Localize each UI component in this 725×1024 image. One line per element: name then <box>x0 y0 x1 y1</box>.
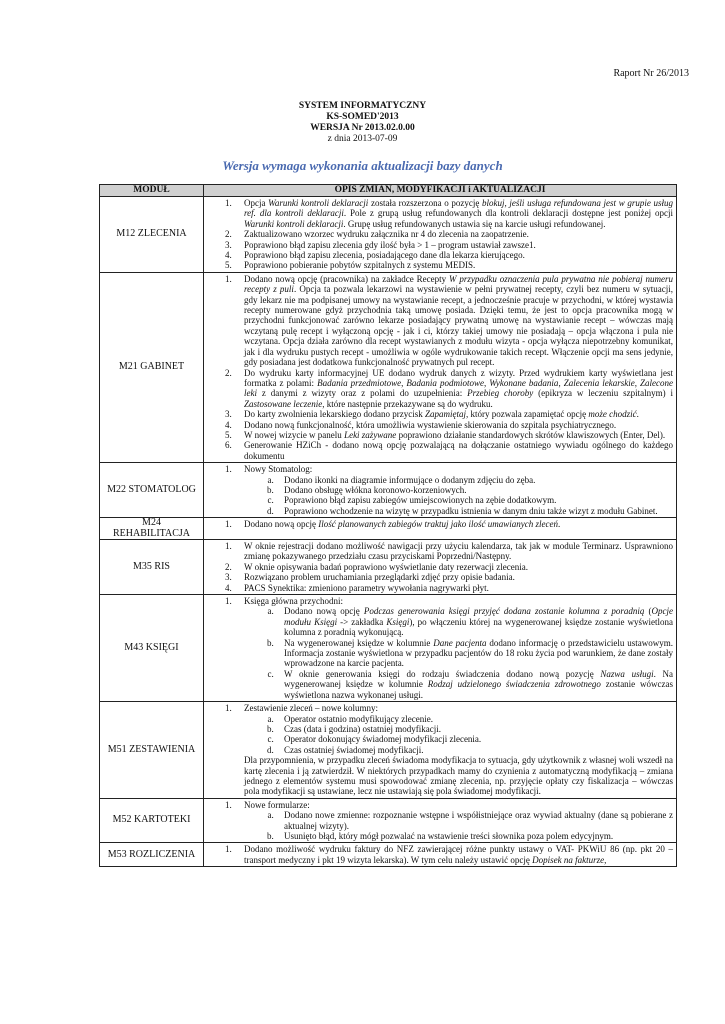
sub-change-item: b. Czas (data i godzina) ostatniej modyfikacji. <box>276 724 673 734</box>
change-item: 1. Opcja Warunki kontroli deklaracji została rozszerzona o pozycję blokuj, jeśli usługa refundowana jest w grupie usług ref. dla kontroli deklaracji. Pole z grupą usług refundowanych dla kontroli deklaracji dostępne jest poniżej opcji Warunki kontroli deklaracji. Grupę usług refundowanych ustawia się na karcie usługi refundowanej. <box>234 198 673 229</box>
change-item: 2. Zaktualizowano wzorzec wydruku załącznika nr 4 do zlecenia na zaopatrzenie. <box>234 229 673 239</box>
module-name: M43 KSIĘGI <box>100 595 204 702</box>
report-number: Raport Nr 26/2013 <box>613 68 689 79</box>
module-name: M53 ROZLICZENIA <box>100 843 204 867</box>
change-list <box>208 519 673 529</box>
change-item: 1. Dodano możliwość wydruku faktury do NFZ zawierającej różne punkty ustawy o VAT- PKWiU 86 (np. pkt 20 – transport medyczny i pkt 19 wizyta lekarska). W tym celu należy ustawić opcję Dopisek na fakturze, <box>234 844 673 865</box>
change-list <box>208 800 673 842</box>
change-description <box>204 463 677 518</box>
change-item: 4. Poprawiono błąd zapisu zlecenia, posiadającego dane dla lekarza kierującego. <box>234 250 673 260</box>
change-list <box>208 274 673 461</box>
sub-change-item: c. Operator dokonujący świadomej modyfikacji zlecenia. <box>276 734 673 744</box>
sub-change-list <box>244 606 673 700</box>
table-body <box>100 197 677 867</box>
sub-change-item: a. Operator ostatnio modyfikujący zlecenie. <box>276 714 673 724</box>
change-list <box>208 541 673 593</box>
sub-change-list <box>244 714 673 756</box>
column-header-changes: OPIS ZMIAN, MODYFIKACJI i AKTUALIZACJI <box>204 185 677 197</box>
sub-change-item: b. Usunięto błąd, który mógł pozwalać na wstawienie treści słownika poza polem edycyjnym. <box>276 831 673 841</box>
change-description <box>204 843 677 867</box>
header-product: KS-SOMED'2013 <box>326 112 399 122</box>
sub-change-item: b. Dodano obsługę włókna koronowo-korzeniowych. <box>276 485 673 495</box>
header-date: z dnia 2013-07-09 <box>327 134 398 144</box>
module-name: M35 RIS <box>100 540 204 595</box>
change-item: 3. Poprawiono błąd zapisu zlecenia gdy ilość była > 1 – program ustawiał zawsze1. <box>234 240 673 250</box>
change-item: 3. Do karty zwolnienia lekarskiego dodano przycisk Zapamiętaj, który pozwala zapamiętać opcję może chodzić. <box>234 409 673 419</box>
change-description <box>204 518 677 540</box>
change-description <box>204 197 677 273</box>
change-description <box>204 272 677 462</box>
change-note: Dla przypomnienia, w przypadku zleceń świadoma modyfikacja to sytuacja, gdy użytkownik z własnej woli wszedł na kartę zlecenia i ją zatwierdził. W niektórych przypadkach mamy do czynienia z automatyczną modyfikacją – zmiana jednego z elementów systemu musi spowodować zmianę zlecenia, np. przyjęcie opłaty czy fiskalizacja – wówczas pola modyfikacji są ustawiane, lecz nie ustawiają się pola świadomej modyfikacji. <box>244 755 673 797</box>
table-row <box>100 463 677 518</box>
table-header-row <box>100 185 677 197</box>
change-item: 2. W oknie opisywania badań poprawiono wyświetlanie daty rezerwacji zlecenia. <box>234 562 673 572</box>
change-item: 1. Dodano nową opcję (pracownika) na zakładce Recepty W przypadku oznaczenia pula prywatna nie pobieraj numeru recepty z puli. Opcja ta pozwala lekarzowi na wystawienie w pełni prywatnej recepty, czyli bez numeru w sytuacji, gdy lekarz nie ma podpisanej umowy na wystawianie recept, a jednocześnie pracuje w przychodni, w której wystawia recepty numerowane gdyż przychodnia taką umowę posiada. Dzięki temu, że jest to opcja pracownika mogą w przychodni funkcjonować zarówno lekarze posiadający prywatną umowę na wystawianie recept – wówczas mają wczytaną pulę recept i wyłączoną opcję - jak i ci, którzy takiej umowy nie posiadają – opcja włączona i pula nie wczytana. Opcja działa zarówno dla recept wystawianych z modułu wizyta - opcja wyłącza niepotrzebny komunikat, jak i dla wydruku pustych recept - umożliwia w ogóle wydrukowanie takich recept. Włączenie opcji ma sens jedynie, gdy posiadana jest dodatkowa funkcjonalność prywatnych pul recept. <box>234 274 673 368</box>
changes-table <box>99 184 677 867</box>
change-intro: Zestawienie zleceń – nowe kolumny: <box>244 703 378 714</box>
change-description <box>204 595 677 702</box>
sub-change-item: c. W oknie generowania księgi do rodzaju świadczenia dodano nową pozycję Nazwa usługi. Na wygenerowanej księdze w kolumnie Rodzaj udzielonego świadczenia zdrowotnego zostanie wówczas wyświetlona nazwa wykonanej usługi. <box>276 669 673 700</box>
change-list <box>208 844 673 865</box>
table-row <box>100 702 677 799</box>
update-notice: Wersja wymaga wykonania aktualizacji bazy danych <box>222 158 503 173</box>
table-row <box>100 540 677 595</box>
module-name: M22 STOMATOLOG <box>100 463 204 518</box>
column-header-module: MODUŁ <box>100 185 204 197</box>
change-description <box>204 702 677 799</box>
change-description <box>204 798 677 843</box>
change-item: 1. W oknie rejestracji dodano możliwość nawigacji przy użyciu kalendarza, tak jak w module Terminarz. Usprawniono zmianę pokazywanego przedziału czasu przyciskami Poprzedni/Następny. <box>234 541 673 562</box>
change-item <box>234 596 673 700</box>
sub-change-item: a. Dodano nową opcję Podczas generowania księgi przyjęć dodana zostanie kolumna z poradnią (Opcje modułu Księgi -> zakładka Księgi), po włączeniu której na wygenerowanej księdze zostanie wyświetlona kolumna z poradnią wykonującą. <box>276 606 673 637</box>
change-item: 3. Rozwiązano problem uruchamiania przeglądarki zdjęć przy opisie badania. <box>234 572 673 582</box>
sub-change-item: b. Na wygenerowanej księdze w kolumnie Dane pacjenta dodano informację o przedstawicielu ustawowym. Informacja zostanie wyświetlona w przypadku pacjentów do 18 roku życia pod warunkiem, że dane zostały wprowadzone na karcie pacjenta. <box>276 638 673 669</box>
module-name: M52 KARTOTEKI <box>100 798 204 843</box>
change-description <box>204 540 677 595</box>
sub-change-list <box>244 810 673 841</box>
module-name: M51 ZESTAWIENIA <box>100 702 204 799</box>
change-intro: Nowy Stomatolog: <box>244 464 313 475</box>
change-item: 5. W nowej wizycie w panelu Leki zażywane poprawiono działanie standardowych skrótów klawiszowych (Enter, Del). <box>234 430 673 440</box>
change-item: 6. Generowanie HZiCh - dodano nową opcję pozwalającą na dołączanie ostatniego wywiadu ogólnego do każdego dokumentu <box>234 440 673 461</box>
module-name: M24 REHABILITACJA <box>100 518 204 540</box>
sub-change-item: c. Poprawiono błąd zapisu zabiegów umiejscowionych na zębie dodatkowym. <box>276 495 673 505</box>
change-item <box>234 464 673 516</box>
header-version: WERSJA Nr 2013.02.0.00 <box>310 123 415 133</box>
module-name: M12 ZLECENIA <box>100 197 204 273</box>
change-intro: Księga główna przychodni: <box>244 596 343 607</box>
header-system: SYSTEM INFORMATYCZNY <box>298 101 427 111</box>
change-list <box>208 198 673 271</box>
table-row <box>100 197 677 273</box>
sub-change-item: a. Dodano nowe zmienne: rozpoznanie wstępne i współistniejące oraz wywiad aktualny (dane są pobierane z aktualnej wizyty). <box>276 810 673 831</box>
document-header <box>0 101 725 145</box>
sub-change-item: d. Czas ostatniej świadomej modyfikacji. <box>276 745 673 755</box>
table-row <box>100 518 677 540</box>
change-item: 4. Dodano nową funkcjonalność, która umożliwia wystawienie skierowania do szpitala psychiatrycznego. <box>234 420 673 430</box>
change-item: 1. Dodano nową opcję Ilość planowanych zabiegów traktuj jako ilość umawianych zleceń. <box>234 519 673 529</box>
change-intro: Nowe formularze: <box>244 799 310 810</box>
change-list <box>208 464 673 516</box>
change-list <box>208 596 673 700</box>
table-row <box>100 843 677 867</box>
change-item: 5. Poprawiono pobieranie pobytów szpitalnych z systemu MEDIS. <box>234 260 673 270</box>
sub-change-list <box>244 475 673 517</box>
change-list <box>208 703 673 797</box>
table-row <box>100 798 677 843</box>
change-item: 2. Do wydruku karty informacyjnej UE dodano wydruk danych z wizyty. Przed wydrukiem karty wyświetlana jest formatka z polami: Badania przedmiotowe, Badania podmiotowe, Wykonane badania, Zalecenia lekarskie, Zalecone leki z danymi z wizyty oraz z polami do uzupełnienia: Przebieg choroby (epikryza w leczeniu szpitalnym) i Zastosowane leczenie, które następnie przekazywane są do wydruku. <box>234 368 673 410</box>
table-row <box>100 272 677 462</box>
change-item <box>234 703 673 797</box>
sub-change-item: d. Poprawiono wchodzenie na wizytę w przypadku istnienia w danym dniu także wizyt z modułu Gabinet. <box>276 506 673 516</box>
module-name: M21 GABINET <box>100 272 204 462</box>
change-item <box>234 800 673 842</box>
sub-change-item: a. Dodano ikonki na diagramie informujące o dodanym zdjęciu do zęba. <box>276 475 673 485</box>
table-row <box>100 595 677 702</box>
change-item: 4. PACS Synektika: zmieniono parametry wywołania nagrywarki płyt. <box>234 583 673 593</box>
